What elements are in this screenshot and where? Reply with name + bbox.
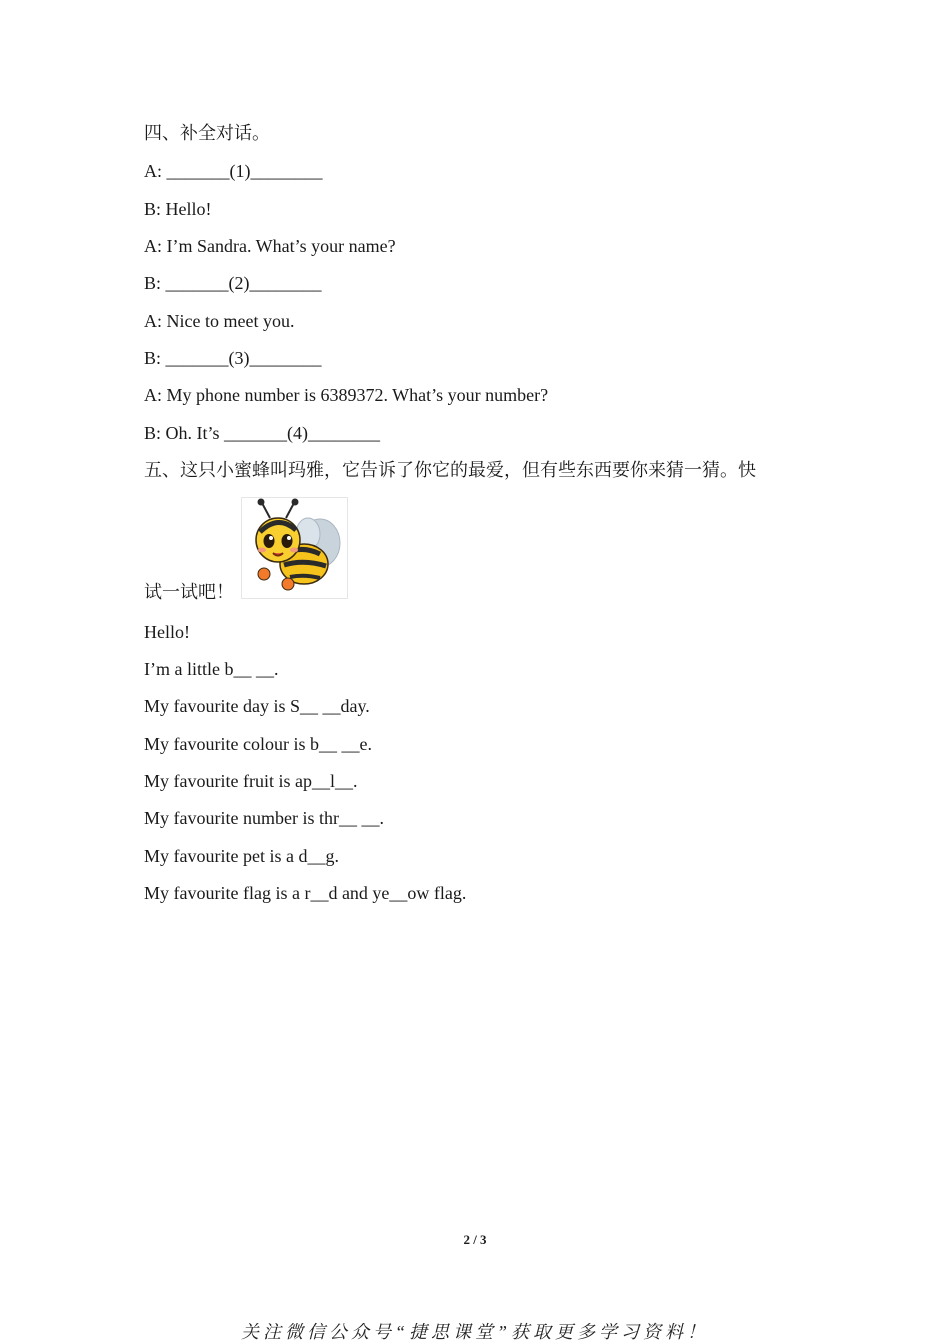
fill-line: My favourite pet is a d__g. [144, 846, 339, 866]
fill-line: My favourite fruit is ap__l__. [144, 771, 358, 791]
page-number: 2 / 3 [463, 1232, 487, 1247]
fill-line: I’m a little b__ __. [144, 659, 279, 679]
bee-image [241, 497, 348, 599]
dialogue-line: B: Hello! [144, 199, 212, 219]
section5-heading: 五、这只小蜜蜂叫玛雅，它告诉了你它的最爱，但有些东西要你来猜一猜。快 [144, 460, 756, 480]
section4-heading: 四、补全对话。 [144, 123, 270, 143]
bee-icon [242, 498, 347, 598]
dialogue-line: B: _______(3)________ [144, 348, 322, 368]
dialogue-line: A: Nice to meet you. [144, 311, 295, 331]
fill-line: My favourite flag is a r__d and ye__ow flag. [144, 883, 467, 903]
dialogue-line: A: _______(1)________ [144, 161, 323, 181]
dialogue-line: B: _______(2)________ [144, 273, 322, 293]
section5-heading-cont: 试一试吧！ [144, 582, 234, 602]
dialogue-line: A: My phone number is 6389372. What’s your number? [144, 385, 549, 405]
dialogue-line: A: I’m Sandra. What’s your name? [144, 236, 396, 256]
fill-line: My favourite day is S__ __day. [144, 696, 370, 716]
footer-note: 关注微信公众号“捷思课堂”获取更多学习资料！ [240, 1322, 710, 1342]
fill-line: My favourite colour is b__ __e. [144, 734, 372, 754]
fill-line: My favourite number is thr__ __. [144, 808, 384, 828]
fill-line: Hello! [144, 622, 190, 642]
dialogue-line: B: Oh. It’s _______(4)________ [144, 423, 380, 443]
